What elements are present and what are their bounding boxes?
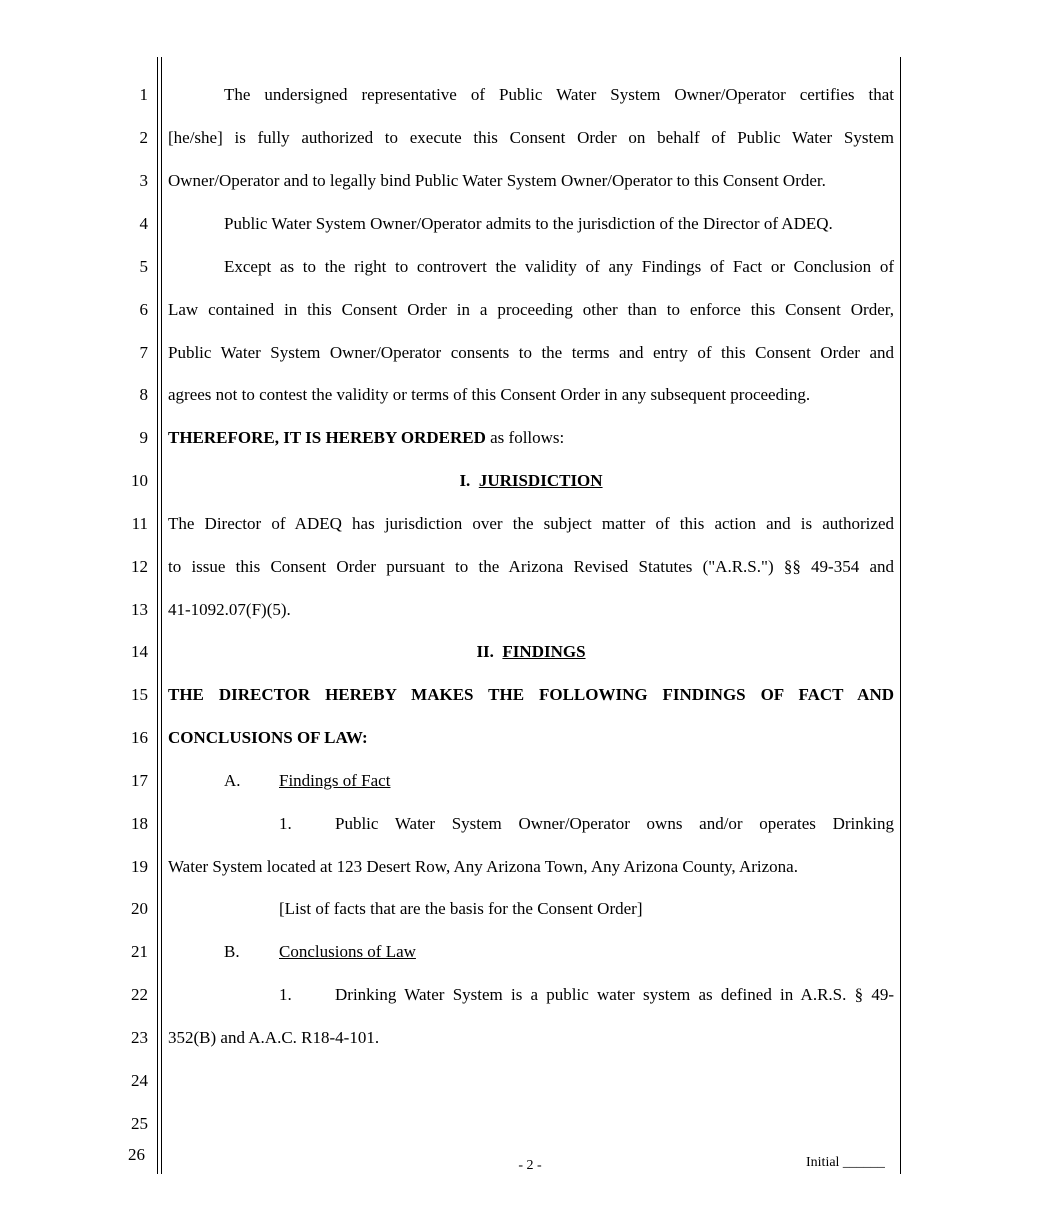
- placeholder-line: [List of facts that are the basis for the Consent Order]: [279, 899, 643, 918]
- paragraph-line: [he/she] is fully authorized to execute this Consent Order on behalf of Public Water System: [168, 128, 894, 147]
- paragraph-line: The undersigned representative of Public Water System Owner/Operator certifies that: [224, 85, 894, 104]
- line-number: 6: [139, 300, 148, 319]
- item-number: 1.: [279, 985, 292, 1004]
- item-number: 1.: [279, 814, 292, 833]
- subheading-title: Findings of Fact: [279, 771, 391, 790]
- line-number: 7: [139, 343, 148, 362]
- line-number: 2: [139, 128, 148, 147]
- line-number: 10: [131, 471, 148, 490]
- line-number: 16: [131, 728, 148, 747]
- paragraph-line: Law contained in this Consent Order in a proceeding other than to enforce this Consent Order,: [168, 300, 894, 319]
- left-margin-rule-outer: [157, 57, 158, 1174]
- line-number: 21: [131, 942, 148, 961]
- section-heading-jurisdiction: [168, 471, 894, 491]
- line-number: 19: [131, 857, 148, 876]
- section-heading-findings: [168, 642, 894, 662]
- subheading-label: A.: [224, 771, 241, 790]
- line-number: 23: [131, 1028, 148, 1047]
- section-title: FINDINGS: [502, 642, 586, 661]
- section-number: II.: [476, 642, 494, 661]
- line-number: 9: [139, 428, 148, 447]
- findings-intro-line: CONCLUSIONS OF LAW:: [168, 728, 368, 747]
- paragraph-line: 41-1092.07(F)(5).: [168, 600, 291, 619]
- line-number: 1: [139, 85, 148, 104]
- section-number: I.: [459, 471, 471, 490]
- line-number: 25: [131, 1114, 148, 1133]
- line-number: 24: [131, 1071, 148, 1090]
- paragraph-line: Public Water System Owner/Operator consents to the terms and entry of this Consent Order and: [168, 343, 894, 362]
- paragraph-line: to issue this Consent Order pursuant to the Arizona Revised Statutes ("A.R.S.") §§ 49-354 and: [168, 557, 894, 576]
- line-number: 8: [139, 385, 148, 404]
- item-text: Public Water System Owner/Operator owns and/or operates Drinking: [335, 814, 894, 833]
- line-number-cut: 26: [128, 1145, 145, 1164]
- line-number: 11: [131, 514, 148, 533]
- order-intro-rest: as follows:: [485, 428, 565, 447]
- line-number: 14: [131, 642, 148, 661]
- subheading-conclusions-of-law: [168, 942, 894, 962]
- order-intro-bold: THEREFORE, IT IS HEREBY ORDERED: [168, 428, 486, 447]
- line-number: 5: [139, 257, 148, 276]
- initial-field: Initial ______: [806, 1155, 885, 1170]
- section-title: JURISDICTION: [478, 471, 603, 490]
- left-margin-rule-inner: [161, 57, 162, 1174]
- paragraph-line: 352(B) and A.A.C. R18-4-101.: [168, 1028, 380, 1047]
- order-intro: [168, 428, 894, 448]
- line-number: 20: [131, 899, 148, 918]
- numbered-item: [168, 814, 894, 834]
- line-number: 3: [139, 171, 148, 190]
- paragraph-line: agrees not to contest the validity or terms of this Consent Order in any subsequent proceeding.: [168, 385, 811, 404]
- line-number: 4: [139, 214, 148, 233]
- line-number: 18: [131, 814, 148, 833]
- paragraph-line: The Director of ADEQ has jurisdiction over the subject matter of this action and is authorized: [168, 514, 894, 533]
- numbered-item: [168, 985, 894, 1005]
- line-number: 17: [131, 771, 148, 790]
- line-number: 22: [131, 985, 148, 1004]
- paragraph-line: Owner/Operator and to legally bind Public Water System Owner/Operator to this Consent Order.: [168, 171, 826, 190]
- paragraph-line: Public Water System Owner/Operator admits to the jurisdiction of the Director of ADEQ.: [224, 214, 833, 233]
- line-number: 13: [131, 600, 148, 619]
- right-margin-rule: [900, 57, 901, 1174]
- line-number: 15: [131, 685, 148, 704]
- subheading-findings-of-fact: [168, 771, 894, 791]
- findings-intro-line: THE DIRECTOR HEREBY MAKES THE FOLLOWING FINDINGS OF FACT AND: [168, 685, 894, 704]
- paragraph-line: Water System located at 123 Desert Row, Any Arizona Town, Any Arizona County, Arizona.: [168, 857, 798, 876]
- item-text: Drinking Water System is a public water system as defined in A.R.S. § 49-: [335, 985, 894, 1004]
- line-number: 12: [131, 557, 148, 576]
- page-number: - 2 -: [518, 1158, 542, 1173]
- subheading-title: Conclusions of Law: [279, 942, 416, 961]
- subheading-label: B.: [224, 942, 240, 961]
- paragraph-line: Except as to the right to controvert the validity of any Findings of Fact or Conclusion of: [224, 257, 894, 276]
